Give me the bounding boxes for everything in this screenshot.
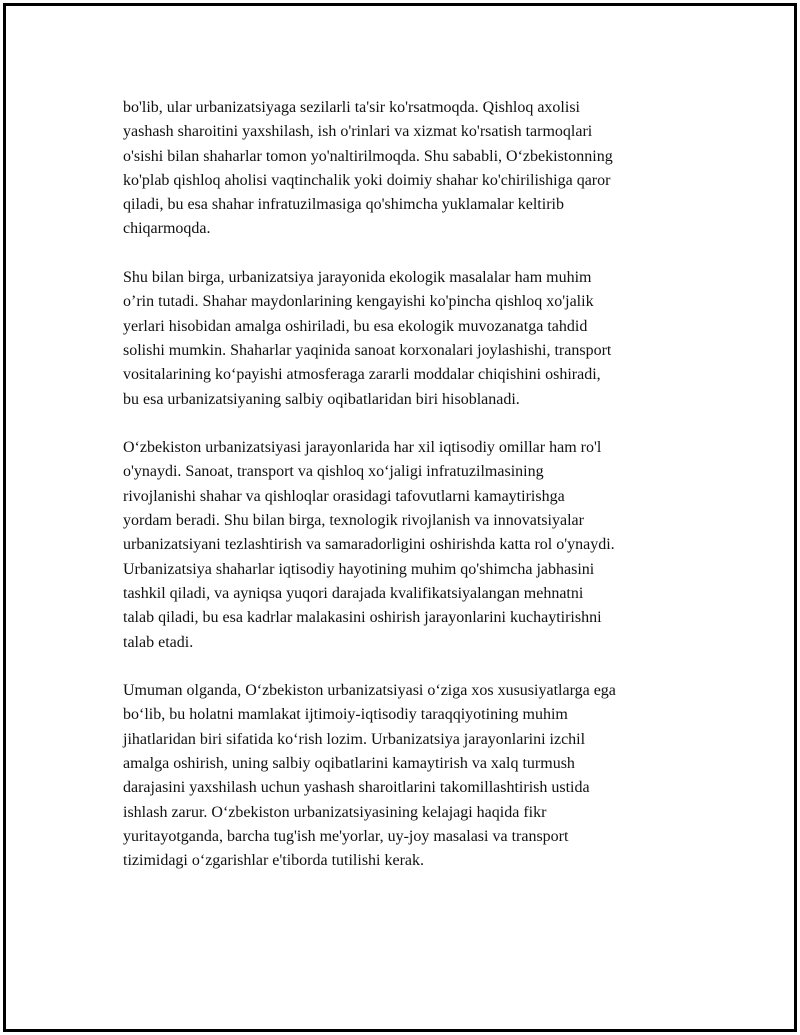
paragraph-line: yashash sharoitini yaxshilash, ish o'rinlari va xizmat ko'rsatish tarmoqlari (123, 123, 593, 141)
paragraph-line: qiladi, bu esa shahar infratuzilmasiga qo'shimcha yuklamalar keltirib (123, 196, 564, 214)
page-frame (3, 3, 797, 1032)
paragraph-3 (123, 436, 698, 655)
paragraph-line: rivojlanishi shahar va qishloqlar orasidagi tafovutlarni kamaytirishga (123, 487, 565, 505)
paragraph-spacer (123, 412, 698, 436)
paragraph-line: o’rin tutadi. Shahar maydonlarining kengayishi ko'pincha qishloq xo'jalik (123, 293, 594, 311)
paragraph-line: Urbanizatsiya shaharlar iqtisodiy hayotining muhim qo'shimcha jabhasini (123, 560, 595, 578)
paragraph-line: bu esa urbanizatsiyaning salbiy oqibatlaridan biri hisoblanadi. (123, 390, 520, 408)
paragraph-line: o'sishi bilan shaharlar tomon yo'naltirilmoqda. Shu sababli, O‘zbekistonning (123, 147, 613, 165)
paragraph-4 (123, 679, 698, 873)
paragraph-line: urbanizatsiyani tezlashtirish va samaradorligini oshirishda katta rol o'ynaydi. (123, 536, 615, 554)
paragraph-line: yordam beradi. Shu bilan birga, texnologik rivojlanish va innovatsiyalar (123, 512, 584, 530)
paragraph-line: O‘zbekiston urbanizatsiyasi jarayonlarida har xil iqtisodiy omillar ham ro'l (123, 439, 602, 457)
paragraph-line: ishlash zarur. O‘zbekiston urbanizatsiyasining kelajagi haqida fikr (123, 803, 547, 821)
paragraph-1 (123, 96, 698, 242)
paragraph-line: vositalarining ko‘payishi atmosferaga zararli moddalar chiqishini oshiradi, (123, 366, 601, 384)
paragraph-line: tashkil qiladi, va ayniqsa yuqori darajada kvalifikatsiyalangan mehnatni (123, 584, 584, 602)
paragraph-line: darajasini yaxshilash uchun yashash sharoitlarini takomillashtirish ustida (123, 779, 590, 797)
paragraph-line: Umuman olganda, O‘zbekiston urbanizatsiyasi o‘ziga xos xususiyatlarga ega (123, 682, 616, 700)
paragraph-line: yerlari hisobidan amalga oshiriladi, bu esa ekologik muvozanatga tahdid (123, 317, 588, 335)
paragraph-line: jihatlaridan biri sifatida ko‘rish lozim. Urbanizatsiya jarayonlarini izchil (123, 730, 586, 748)
paragraph-line: talab etadi. (123, 633, 194, 651)
paragraph-line: ko'plab qishloq aholisi vaqtinchalik yoki doimiy shahar ko'chirilishiga qaror (123, 171, 611, 189)
paragraph-line: chiqarmoqda. (123, 220, 211, 238)
paragraph-spacer (123, 242, 698, 266)
paragraph-line: Shu bilan birga, urbanizatsiya jarayonida ekologik masalalar ham muhim (123, 269, 592, 287)
document-body (123, 96, 698, 874)
paragraph-line: bo'lib, ular urbanizatsiyaga sezilarli ta'sir ko'rsatmoqda. Qishloq axolisi (123, 99, 580, 116)
paragraph-line: yuritayotganda, barcha tug'ish me'yorlar, uy-joy masalasi va transport (123, 827, 569, 845)
paragraph-line: o'ynaydi. Sanoat, transport va qishloq xo‘jaligi infratuzilmasining (123, 463, 544, 481)
paragraph-line: bo‘lib, bu holatni mamlakat ijtimoiy-iqtisodiy taraqqiyotining muhim (123, 706, 568, 724)
paragraph-2 (123, 266, 698, 412)
paragraph-spacer (123, 655, 698, 679)
paragraph-line: talab qiladi, bu esa kadrlar malakasini oshirish jarayonlarini kuchaytirishni (123, 609, 602, 627)
paragraph-line: solishi mumkin. Shaharlar yaqinida sanoat korxonalari joylashishi, transport (123, 341, 612, 359)
paragraph-line: amalga oshirish, uning salbiy oqibatlarini kamaytirish va xalq turmush (123, 755, 575, 773)
paragraph-line: tizimidagi o‘zgarishlar e'tiborda tutilishi kerak. (123, 852, 425, 870)
